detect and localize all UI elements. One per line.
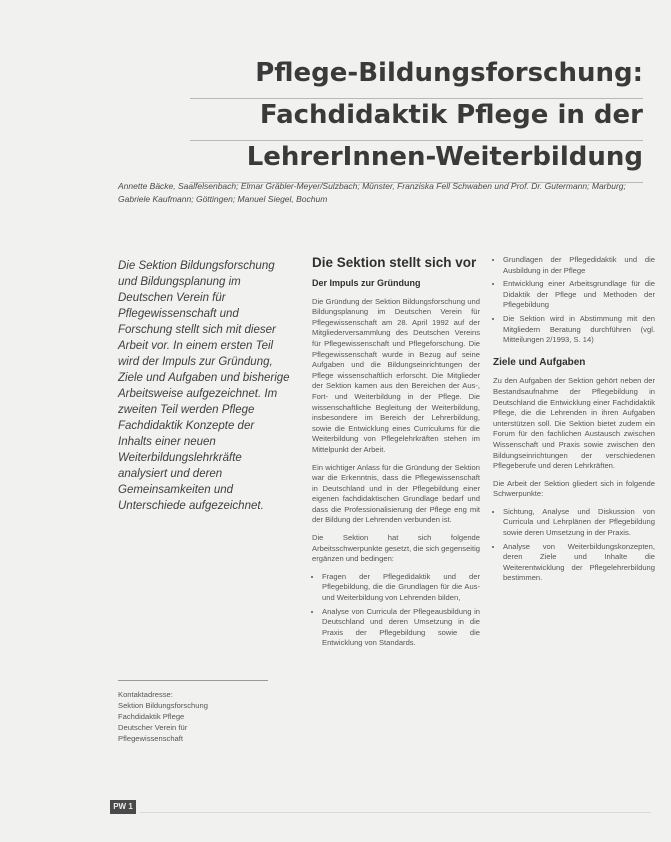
list-item: • Analyse von Weiterbildungskonzepten, deren Ziele und Inhalte die Weiterentwicklung der Pflegelehrerbildung bestimmen. — [503, 542, 655, 584]
author-list: Annette Bäcke, Saalfelsenbach; Elmar Gräbler-Meyer/Sulzbach; Münster, Franziska Fell Schwaben und Prof. Dr. Gutermann; Marburg; Gabriele Kaufmann; Göttingen; Manuel Siegel, Bochum — [118, 181, 626, 204]
footer-divider — [140, 812, 651, 813]
paragraph: Die Gründung der Sektion Bildungsforschung und Bildungsplanung im Deutschen Verein für Pflegewissenschaft am 28. April 1992 auf der Mitgliederversammlung des Deutschen Vereins für Pflegewissenschaft und Pflegeforschung. Die Pflegewissenschaft wurde in Bezug auf seine Aufgaben und die Bildungseinrichtungen der Pflege wissenschaftlich erforscht. Die Mitglieder der Sektion kamen aus den Bereichen der Aus-, Fort- und Weiterbildung in der Pflege. Die wissenschaftliche Begleitung der Weiterbildung, insbesondere im Bereich der Lehrerbildung, sowie die Entwicklung eines Curriculums für die Weiterbildung von Pflegelehrkräften stehen im Mittelpunkt der Arbeit. — [312, 296, 480, 454]
journal-logo: PW 1 — [110, 800, 136, 814]
section-title: Ziele und Aufgaben — [493, 356, 586, 368]
contact-line: Pflegewissenschaft — [118, 734, 184, 743]
list-item: • Fragen der Pflegedidaktik und der Pflegebildung, die die Grundlagen für die Aus- und Weiterbildung von Lehrenden bilden, — [322, 572, 480, 604]
article-title-line-1: Pflege-Bildungsforschung: — [190, 58, 643, 99]
paragraph: Die Sektion hat sich folgende Arbeitsschwerpunkte gesetzt, die sich gegenseitig ergänzen und bedingen: — [312, 533, 481, 564]
contact-line: Fachdidaktik Pflege — [118, 712, 185, 721]
contact-line: Deutscher Verein für — [118, 723, 188, 732]
article-title-line-2: Fachdidaktik Pflege in der — [190, 100, 643, 141]
paragraph: Ein wichtiger Anlass für die Gründung der Sektion war die Erkenntnis, dass die Pflegewissenschaft in Deutschland und in der Pflegebildung einer eigenen fachdidaktischen Grundlage bedarf und dass die Professionalisierung der Pflege eng mit der Bildung der Lehrenden verbunden ist. — [312, 462, 480, 525]
body-column-2 — [312, 255, 480, 656]
paragraph: Die Arbeit der Sektion gliedert sich in folgende Schwerpunkte: — [493, 478, 655, 499]
bullet-list — [312, 572, 480, 649]
list-item: • Entwicklung einer Arbeitsgrundlage für die Didaktik der Pflege und Methoden der Pflegebildung — [503, 279, 655, 311]
bullet-list — [493, 507, 655, 584]
list-item: • Grundlagen der Pflegedidaktik und die Ausbildung in der Pflege — [503, 255, 655, 276]
subsection-title: Der Impuls zur Gründung — [312, 278, 421, 288]
body-column-3 — [493, 255, 655, 591]
list-item: • Die Sektion wird in Abstimmung mit den Mitgliedern Beratung durchführen (vgl. Mitteilungen 2/1993, S. 14) — [503, 314, 655, 346]
contact-line: Sektion Bildungsforschung — [118, 701, 208, 710]
abstract: Die Sektion Bildungsforschung und Bildungsplanung im Deutschen Verein für Pflegewissenschaft und Forschung stellt sich mit dieser Arbeit vor. In einem ersten Teil wird der Impuls zur Gründung, Ziele und Aufgaben und bisherige Arbeitsweise aufgezeichnet. Im zweiten Teil werden Pflege Fachdidaktik Konzepte der Inhalts einer neuen Weiterbildungslehrkräfte analysiert und deren Gemeinsamkeiten und Unterschiede aufgezeichnet. — [118, 260, 290, 512]
contact-address — [118, 680, 268, 744]
article-title-line-3: LehrerInnen-Weiterbildung — [190, 142, 643, 183]
list-item: • Sichtung, Analyse und Diskussion von Curricula und Lehrplänen der Pflegebildung sowie deren Umsetzung in der Praxis. — [503, 507, 655, 539]
bullet-list — [493, 255, 655, 346]
paragraph: Zu den Aufgaben der Sektion gehört neben der Bestandsaufnahme der Pflegebildung in Deutschland die Entwicklung einer Fachdidaktik Pflege, die die Lehrenden in ihren Aufgaben unterstützen soll. Die Sektion bietet zudem ein Forum für den fachlichen Austausch zwischen Wissenschaft und Praxis sowie zwischen den Bildungseinrichtungen der verschiedenen Pflegeberufe und deren Lehrkräften. — [493, 376, 655, 471]
list-item: • Analyse von Curricula der Pflegeausbildung in Deutschland und deren Umsetzung in die Praxis der Pflegebildung sowie die Entwicklung von Standards. — [322, 607, 480, 649]
section-title: Die Sektion stellt sich vor — [312, 255, 477, 270]
contact-line: Kontaktadresse: — [118, 690, 173, 699]
